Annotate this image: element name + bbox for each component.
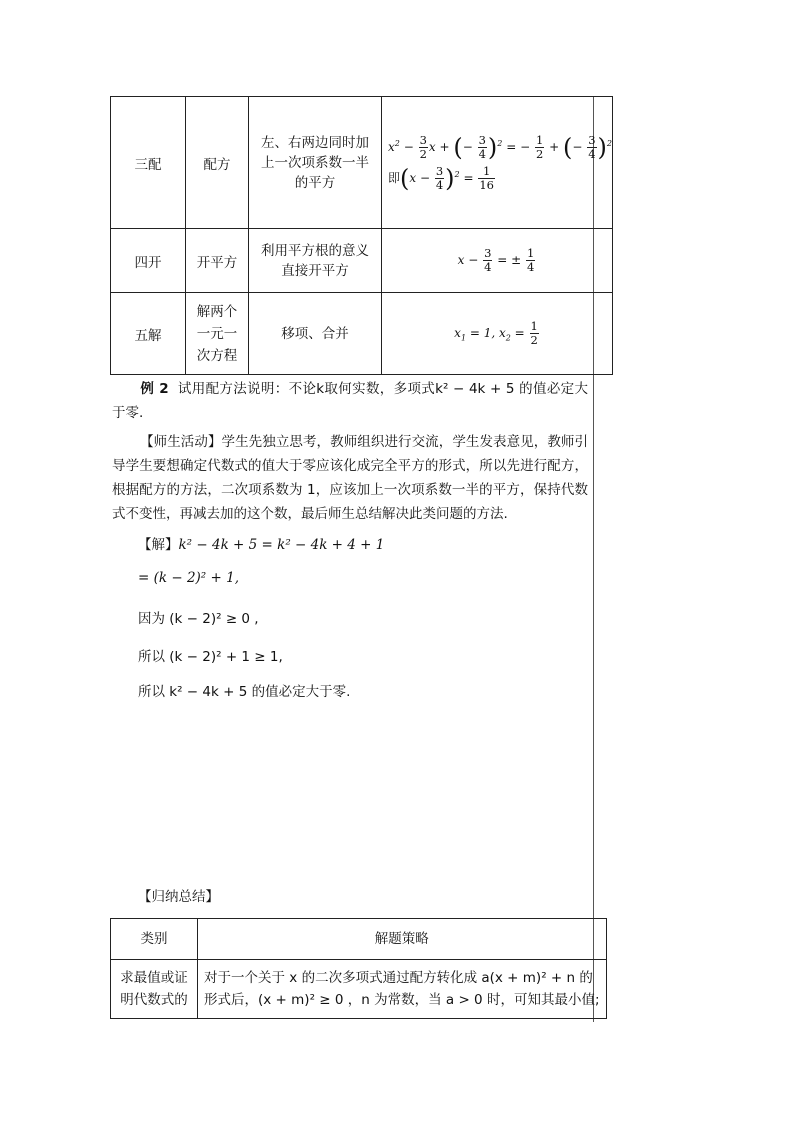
step-equation-cell: $x_1 = 1$, $x_2$ = $\frac{1}{2}$ [382,293,613,375]
example-text: 试用配方法说明：不论k取何实数，多项式k² − 4k + 5 的值必定大于零. [112,381,589,421]
step-equation-cell [382,97,613,229]
strategy-line: 形式后，(x + m)² ≥ 0 ，n 为常数，当 a > 0 时，可知其最小值; [204,992,600,1008]
teacher-activity [112,430,588,526]
step-desc-text: 利用平方根的意义直接开平方 [261,242,369,279]
solution-step: 所以 (k − 2)² + 1 ≥ 1, [138,649,283,665]
step-equation-cell: x − $\frac{3}{4}$ = ± $\frac{1}{4}$ [382,229,613,293]
example-2 [112,377,588,425]
header-strategy: 解题策略 [198,919,607,960]
step-name-cell [186,293,249,375]
step-cell: 四开 [111,229,186,293]
table-row [111,97,613,229]
solution-step: k² − 4k + 5 = k² − 4k + 4 + 1 [178,537,385,553]
step-desc-cell: 移项、合并 [249,293,382,375]
step-desc-cell [249,97,382,229]
step-name-cell: 配方 [186,97,249,229]
step-cell: 三配 [111,97,186,229]
step-name-cell: 开平方 [186,229,249,293]
activity-text: 学生先独立思考，教师组织进行交流，学生发表意见，教师引导学生要想确定代数式的值大于零应该化成完全平方的形式，所以先进行配方，根据配方的方法，二次项系数为 1，应该加上一次项系数一半的平方，保持代数式不变性，再减去加的这个数，最后师生总结解决此类问题的方法. [112,434,589,522]
table-row [111,229,613,293]
step-desc-text: 左、右两边同时加上一次项系数一半的平方 [261,134,369,191]
solution-line [138,533,384,553]
solution-label: 【解】 [138,537,179,553]
step-name-text: 解两个一元一次方程 [196,303,238,364]
table-row [111,960,607,1019]
solution-step: 因为 (k − 2)² ≥ 0 , [138,611,259,627]
step-cell: 五解 [111,293,186,375]
equation-line-2: 即(x − $\frac{3}{4}$ )$^2$ = $\frac{1}{16}$ [388,163,494,192]
strategy-line: 对于一个关于 x 的二次多项式通过配方转化成 a(x + m)² + n 的 [204,970,593,986]
step-desc-cell [249,229,382,293]
steps-table [110,96,613,375]
category-text: 求最值或证明代数式的 [120,970,188,1008]
summary-title: 【归纳总结】 [138,889,219,905]
summary-table [110,918,607,1019]
table-row [111,293,613,375]
equation-prefix: 即 [388,170,401,185]
solution-conclusion: 所以 k² − 4k + 5 的值必定大于零. [138,684,351,700]
solution-step: = (k − 2)² + 1, [138,570,239,586]
activity-title: 【师生活动】 [140,434,222,450]
table-header-row [111,919,607,960]
strategy-cell [198,960,607,1019]
header-category: 类别 [111,919,198,960]
category-cell [111,960,198,1019]
example-label: 例 2 [140,381,169,397]
equation-line-1: $x^2$ − $\frac{3}{2}$ x + (− $\frac{3}{4}$ )$^2$ = − $\frac{1}{2}$ + (− $\frac{3}{4}$ )$^2$ [388,132,613,161]
